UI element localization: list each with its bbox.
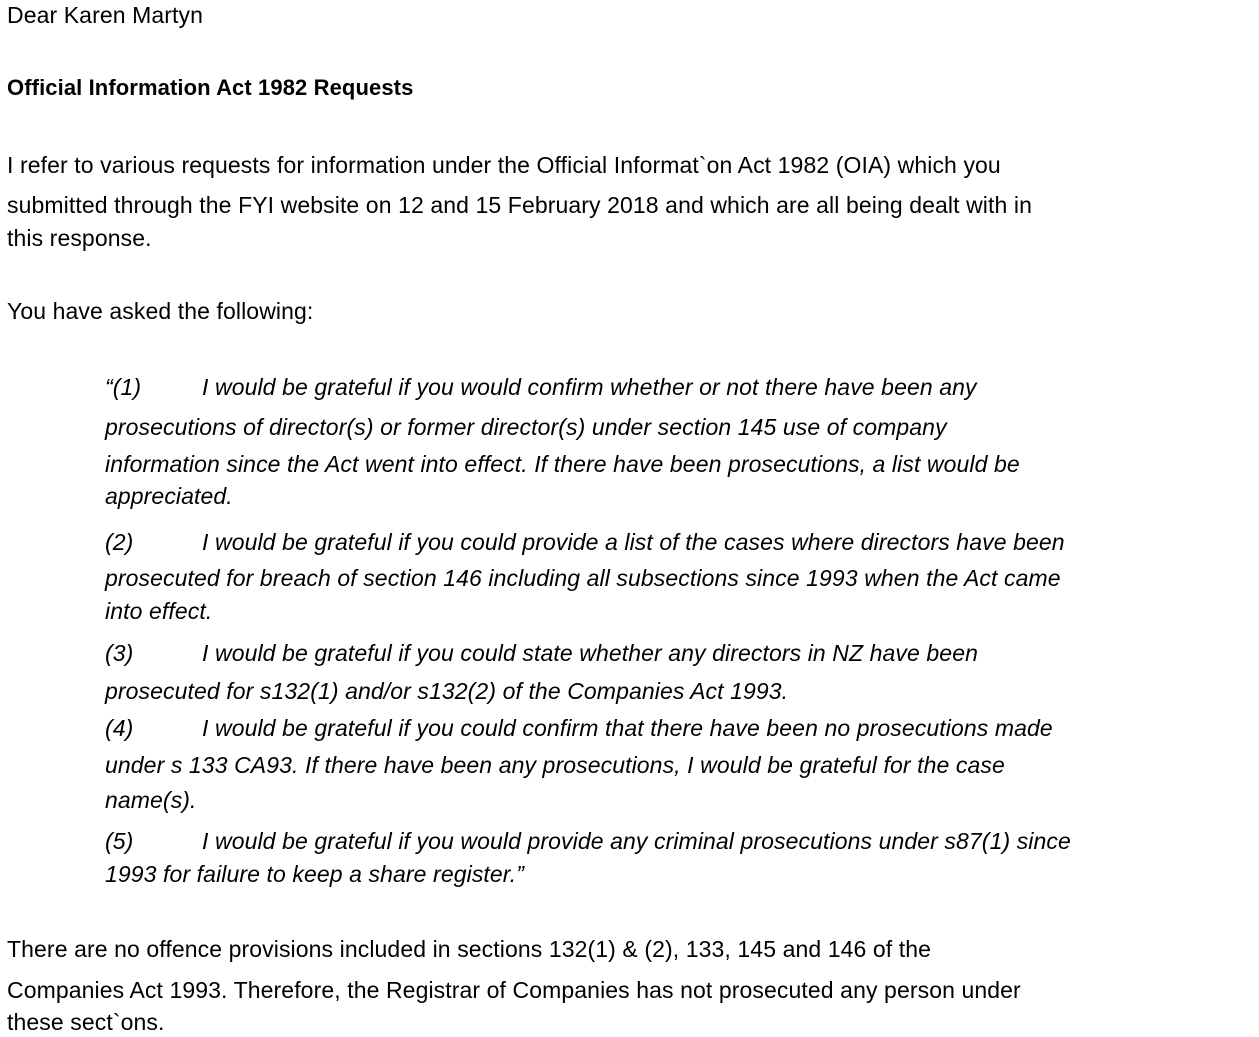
salutation: Dear Karen Martyn <box>7 2 203 28</box>
intro-line: I refer to various requests for information under the Official Informat`on Act 1982 (OIA) which you <box>7 152 1001 178</box>
intro-line: this response. <box>7 225 152 251</box>
request-text: appreciated. <box>105 483 233 509</box>
request-number: (2) <box>105 529 134 555</box>
request-text: I would be grateful if you would confirm whether or not there have been any <box>202 374 977 400</box>
request-item <box>105 372 977 402</box>
request-text: into effect. <box>105 598 213 624</box>
conclusion-line: There are no offence provisions included in sections 132(1) & (2), 133, 145 and 146 of the <box>7 936 932 962</box>
request-item <box>105 638 978 668</box>
intro-line: submitted through the FYI website on 12 and 15 February 2018 and which are all being dealt with in <box>7 192 1032 218</box>
request-item <box>105 713 1053 743</box>
request-number: (5) <box>105 828 134 854</box>
request-text: prosecutions of director(s) or former director(s) under section 145 use of company <box>105 414 947 440</box>
request-text: prosecuted for s132(1) and/or s132(2) of the Companies Act 1993. <box>105 678 789 704</box>
request-text: I would be grateful if you could state whether any directors in NZ have been <box>202 640 978 666</box>
request-item <box>105 527 1065 557</box>
subject-heading: Official Information Act 1982 Requests <box>7 75 414 100</box>
request-text: I would be grateful if you would provide any criminal prosecutions under s87(1) since <box>202 828 1071 854</box>
request-text: under s 133 CA93. If there have been any prosecutions, I would be grateful for the case <box>105 752 1005 778</box>
conclusion-line: Companies Act 1993. Therefore, the Registrar of Companies has not prosecuted any person under <box>7 977 1021 1003</box>
request-text: prosecuted for breach of section 146 including all subsections since 1993 when the Act came <box>105 565 1061 591</box>
request-text: 1993 for failure to keep a share register.” <box>105 861 524 887</box>
request-text: I would be grateful if you could confirm that there have been no prosecutions made <box>202 715 1053 741</box>
asked-line: You have asked the following: <box>7 298 314 324</box>
request-text: information since the Act went into effect. If there have been prosecutions, a list would be <box>105 451 1020 477</box>
request-number: “(1) <box>105 374 142 400</box>
request-item <box>105 826 1071 856</box>
request-number: (4) <box>105 715 134 741</box>
request-text: name(s). <box>105 787 197 813</box>
conclusion-line: these sect`ons. <box>7 1009 165 1035</box>
request-text: I would be grateful if you could provide a list of the cases where directors have been <box>202 529 1065 555</box>
request-number: (3) <box>105 640 134 666</box>
